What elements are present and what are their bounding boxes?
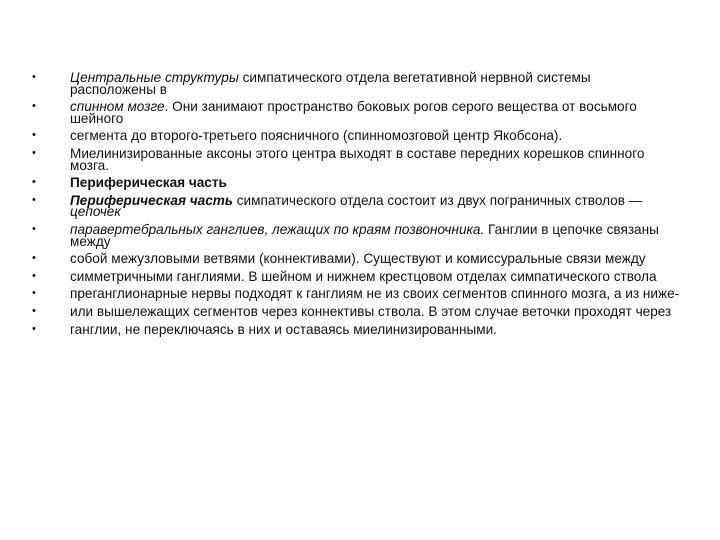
bullet-item bbox=[0, 268, 720, 284]
text-run: Периферическая часть bbox=[70, 192, 233, 208]
bullet-list bbox=[0, 72, 720, 335]
text-run: собой межузловыми ветвями (коннективами). Существуют и комиссуральные связи между bbox=[70, 251, 646, 267]
bullet-item bbox=[0, 145, 720, 173]
bullet-item bbox=[0, 130, 720, 142]
text-run: или вышележащих сегментов через коннективы ствола. В этом случае веточки проходят через bbox=[70, 303, 672, 319]
text-run: ганглии, не переключаясь в них и оставаясь миелинизированными. bbox=[70, 321, 497, 337]
text-run: преганглионарные нервы подходят к ганглиям не из своих сегментов спинного мозга, а из ниже- bbox=[70, 286, 680, 302]
bullet-dot-icon: • bbox=[32, 100, 36, 113]
bullet-item bbox=[0, 288, 720, 300]
bullet-dot-icon: • bbox=[32, 129, 36, 142]
bullet-item bbox=[0, 192, 720, 220]
bullet-dot-icon: • bbox=[32, 252, 36, 265]
text-run: Центральные структуры bbox=[70, 70, 239, 85]
text-run: цепочек bbox=[70, 204, 121, 220]
bullet-item bbox=[0, 321, 720, 337]
bullet-dot-icon: • bbox=[32, 176, 36, 189]
bullet-item bbox=[0, 253, 720, 265]
bullet-dot-icon: • bbox=[32, 193, 36, 206]
text-run: . Они занимают пространство боковых рогов серого вещества от восьмого шейного bbox=[70, 99, 637, 126]
bullet-item bbox=[0, 101, 720, 124]
bullet-dot-icon: • bbox=[32, 287, 36, 300]
text-run: симпатического отдела вегетативной нервной системы расположены в bbox=[70, 70, 591, 97]
bullet-dot-icon: • bbox=[32, 71, 36, 83]
bullet-dot-icon: • bbox=[32, 269, 36, 282]
text-run: симпатического отдела состоит из двух пограничных стволов — bbox=[232, 192, 643, 208]
bullet-dot-icon: • bbox=[32, 222, 36, 235]
text-run: симметричными ганглиями. В шейном и нижнем крестцовом отделах симпатического ствола bbox=[70, 268, 657, 284]
bullet-item bbox=[0, 303, 720, 319]
text-run: Ганглии в цепочке связаны между bbox=[70, 221, 659, 249]
bullet-dot-icon: • bbox=[32, 146, 36, 159]
text-run: паравертебральных ганглиев, лежащих по краям позвоночника. bbox=[70, 221, 485, 237]
bullet-item bbox=[0, 72, 720, 95]
bullet-item bbox=[0, 177, 720, 189]
text-run: Периферическая часть bbox=[70, 175, 227, 191]
bullet-item bbox=[0, 221, 720, 249]
text-run: сегмента до второго-третьего поясничного (спинномозговой центр Якобсона). bbox=[70, 128, 563, 144]
bullet-dot-icon: • bbox=[32, 322, 36, 335]
text-run: спинном мозге bbox=[70, 99, 165, 115]
text-run: Миелинизированные аксоны этого центра выходят в составе передних корешков спинного мозга. bbox=[70, 145, 645, 173]
bullet-dot-icon: • bbox=[32, 304, 36, 317]
